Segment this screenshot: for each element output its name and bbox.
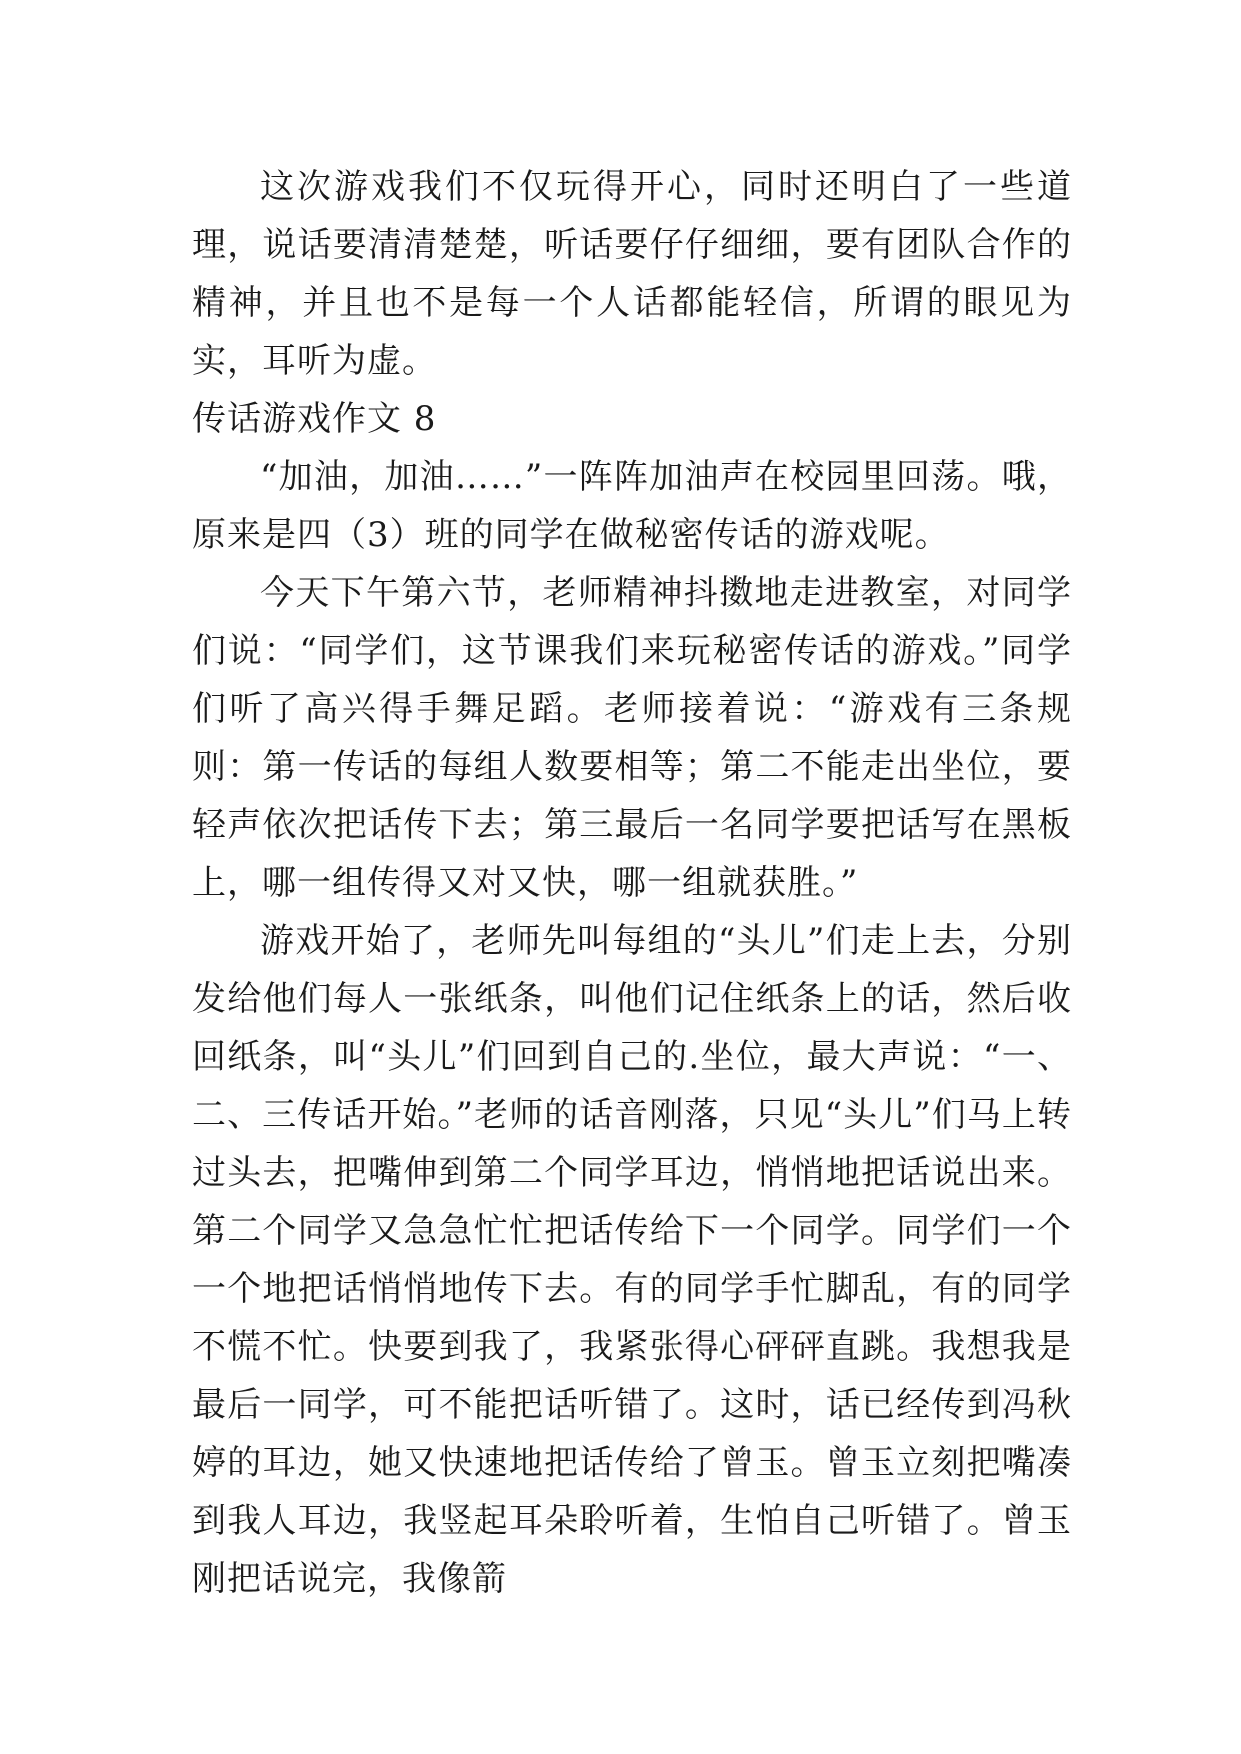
- paragraph-conclusion: 这次游戏我们不仅玩得开心，同时还明白了一些道理，说话要清清楚楚，听话要仔仔细细，要有团队合作的精神，并且也不是每一个人话都能轻信，所谓的眼见为实，耳听为虚。: [192, 167, 1072, 381]
- paragraph-game: 游戏开始了，老师先叫每组的“头儿”们走上去，分别发给他们每人一张纸条，叫他们记住纸条上的话，然后收回纸条，叫“头儿”们回到自己的.坐位，最大声说：“一、二、三传话开始。”老师的话音刚落，只见“头儿”们马上转过头去，把嘴伸到第二个同学耳边，悄悄地把话说出来。第二个同学又急急忙忙把话传给下一个同学。同学们一个一个地把话悄悄地传下去。有的同学手忙脚乱，有的同学不慌不忙。快要到我了，我紧张得心砰砰直跳。我想我是最后一同学，可不能把话听错了。这时，话已经传到冯秋婷的耳边，她又快速地把话传给了曾玉。曾玉立刻把嘴凑到我人耳边，我竖起耳朵聆听着，生怕自己听错了。曾玉刚把话说完，我像箭: [192, 921, 1072, 1599]
- section-heading: 传话游戏作文 8: [192, 399, 437, 439]
- document-body: [192, 158, 1072, 1608]
- paragraph-intro: “加油，加油……”一阵阵加油声在校园里回荡。哦，原来是四（3）班的同学在做秘密传话的游戏呢。: [192, 457, 1072, 555]
- paragraph-rules: 今天下午第六节，老师精神抖擞地走进教室，对同学们说：“同学们，这节课我们来玩秘密传话的游戏。”同学们听了高兴得手舞足蹈。老师接着说：“游戏有三条规则：第一传话的每组人数要相等；第二不能走出坐位，要轻声依次把话传下去；第三最后一名同学要把话写在黑板上，哪一组传得又对又快，哪一组就获胜。”: [192, 573, 1072, 903]
